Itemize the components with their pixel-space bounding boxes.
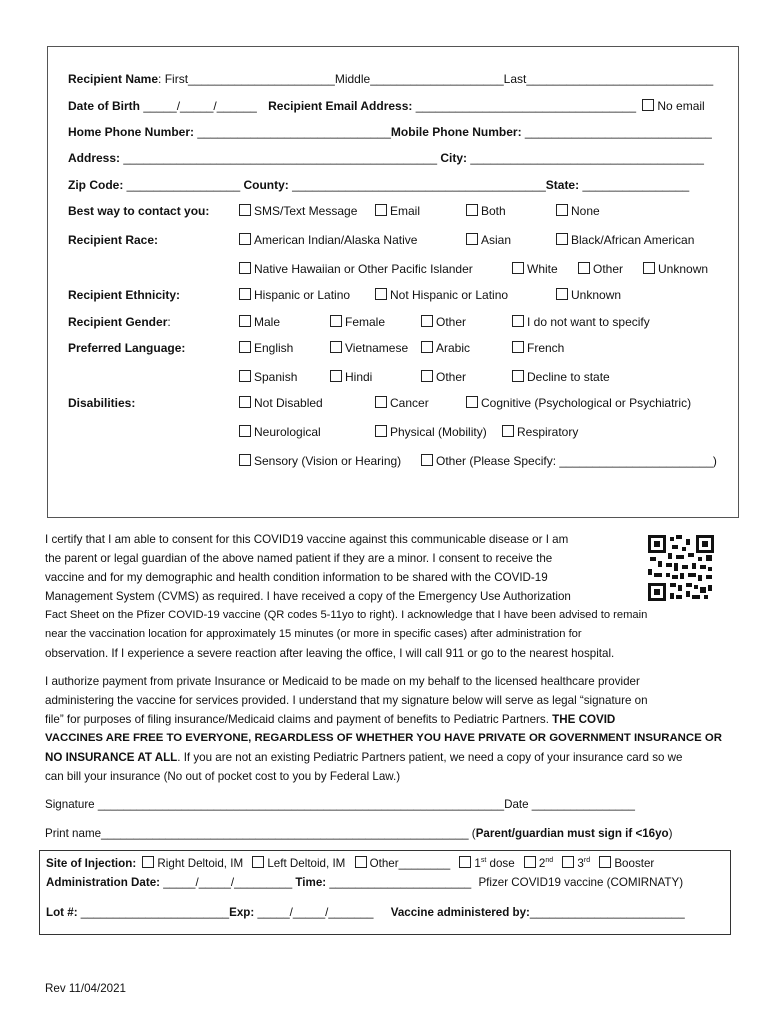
print-name-field[interactable]: Print name_________________________________________________________ (	[45, 827, 476, 840]
consent-line: observation. If I experience a severe reaction after leaving the office, I will call 911 or go to the nearest hospital.	[45, 647, 615, 660]
admin-date-row	[46, 876, 683, 889]
language-option[interactable]	[512, 341, 564, 355]
language-option-label: Spanish	[254, 370, 298, 384]
payment-line	[45, 713, 615, 726]
race-option[interactable]	[239, 233, 417, 247]
disability-option[interactable]	[375, 396, 429, 410]
gender-option[interactable]	[421, 315, 466, 329]
gender-option[interactable]	[512, 315, 650, 329]
disability-option-label: Neurological	[254, 425, 321, 439]
ethnicity-option[interactable]	[556, 288, 621, 302]
language-checkbox[interactable]	[239, 341, 251, 353]
mobile-phone-field[interactable]: ____________________________	[524, 125, 712, 139]
time-label: Time:	[295, 876, 327, 889]
dose3-sup: rd	[583, 857, 591, 865]
ethnicity-label: Recipient Ethnicity:	[68, 288, 181, 302]
ethnicity-option[interactable]	[239, 288, 350, 302]
disability-option-label: Respiratory	[517, 425, 579, 439]
race-label: Recipient Race:	[68, 233, 159, 247]
language-option-label: French	[527, 341, 565, 355]
language-option-label: Arabic	[436, 341, 471, 355]
gender-option-label: Other	[436, 315, 467, 329]
race-option-label: American Indian/Alaska Native	[254, 233, 418, 247]
disability-option-label: Physical (Mobility)	[390, 425, 487, 439]
dose1-label: 1	[474, 857, 481, 870]
payment-bold-text: THE COVID	[552, 713, 616, 726]
administered-by-label: Vaccine administered by:	[390, 906, 530, 919]
county-field[interactable]: ______________________________________	[292, 178, 546, 192]
zip-row	[68, 178, 689, 192]
address-row	[68, 151, 704, 165]
language-checkbox[interactable]	[421, 341, 433, 353]
time-field[interactable]: ______________________	[326, 876, 472, 889]
home-phone-label: Home Phone Number:	[68, 125, 195, 139]
race-option[interactable]	[466, 233, 511, 247]
contact-both-checkbox[interactable]	[466, 204, 478, 216]
disability-checkbox[interactable]	[466, 396, 478, 408]
language-option-label: Decline to state	[527, 370, 610, 384]
gender-checkbox[interactable]	[239, 315, 251, 327]
language-option-label: Hindi	[345, 370, 373, 384]
language-option[interactable]	[330, 370, 372, 384]
ethnicity-option[interactable]	[375, 288, 508, 302]
consent-line: Fact Sheet on the Pfizer COVID-19 vaccine (QR codes 5-11yo to right). I acknowledge that I have been advised to remain	[45, 609, 648, 621]
ethnicity-option-label: Unknown	[571, 288, 622, 302]
print-name-line[interactable]	[45, 827, 673, 840]
race-option-label: Black/African American	[571, 233, 695, 247]
ethnicity-option-label: Not Hispanic or Latino	[390, 288, 509, 302]
payment-text: . If you are not an existing Pediatric Partners patient, we need a copy of your insurance card so we	[177, 751, 683, 764]
disability-option-label: Other (Please Specify: _______________________)	[436, 454, 717, 468]
disability-checkbox[interactable]	[239, 396, 251, 408]
contact-option-label: None	[571, 204, 600, 218]
race-checkbox[interactable]	[239, 233, 251, 245]
right-deltoid-label: Right Deltoid, IM	[157, 857, 244, 870]
dob-label: Date of Birth	[68, 99, 140, 113]
disability-option-label: Cognitive (Psychological or Psychiatric)	[481, 396, 692, 410]
consent-line: near the vaccination location for approximately 15 minutes (or more in specific cases) after administration for	[45, 628, 582, 640]
gender-option-label: Male	[254, 315, 281, 329]
gender-checkbox[interactable]	[421, 315, 433, 327]
administered-by-field[interactable]: ________________________	[529, 906, 685, 919]
dose1-text: dose	[486, 857, 515, 870]
print-name-close: )	[668, 827, 673, 840]
race-checkbox[interactable]	[643, 262, 655, 274]
site-label: Site of Injection:	[46, 857, 137, 870]
no-email-checkbox[interactable]	[642, 99, 654, 111]
gender-label-wrap: Recipient Gender:	[68, 315, 171, 329]
disability-option-label: Cancer	[390, 396, 429, 410]
gender-checkbox[interactable]	[512, 315, 524, 327]
dob-field[interactable]: _____/_____/______	[143, 99, 257, 113]
language-checkbox[interactable]	[330, 341, 342, 353]
state-label: State:	[545, 178, 580, 192]
injection-site-row	[46, 856, 654, 870]
language-option[interactable]	[512, 370, 610, 384]
qr-code-icon[interactable]	[648, 535, 714, 601]
race-option-label: Unknown	[658, 262, 709, 276]
admin-date-field[interactable]: _____/_____/_________	[160, 876, 296, 889]
race-checkbox[interactable]	[556, 233, 568, 245]
ethnicity-option-label: Hispanic or Latino	[254, 288, 351, 302]
email-label: Recipient Email Address:	[268, 99, 413, 113]
gender-label: Recipient Gender	[68, 315, 168, 329]
disability-checkbox[interactable]	[502, 425, 514, 437]
contact-option-label: Both	[481, 204, 506, 218]
payment-line: can bill your insurance (No out of pocket cost to you by Federal Law.)	[45, 770, 401, 783]
language-checkbox[interactable]	[512, 370, 524, 382]
contact-option[interactable]	[556, 204, 600, 218]
lot-field[interactable]: _______________________	[77, 906, 230, 919]
race-option[interactable]	[512, 262, 558, 276]
print-name-note: Parent/guardian must sign if <16yo	[475, 827, 669, 840]
consent-line: I certify that I am able to consent for this COVID19 vaccine against this communicable disease or I am	[45, 533, 569, 546]
right-deltoid-checkbox[interactable]	[142, 856, 154, 868]
dose2-label: 2	[538, 857, 546, 870]
race-option[interactable]	[556, 233, 694, 247]
contact-sms-checkbox[interactable]	[239, 204, 251, 216]
language-option[interactable]	[330, 341, 408, 355]
ethnicity-checkbox[interactable]	[239, 288, 251, 300]
disability-option-label: Not Disabled	[254, 396, 323, 410]
dose3-label: 3	[577, 857, 584, 870]
disability-checkbox[interactable]	[239, 454, 251, 466]
language-checkbox[interactable]	[330, 370, 342, 382]
disability-option[interactable]	[239, 425, 321, 439]
disability-option[interactable]	[502, 425, 578, 439]
city-field[interactable]: ___________________________________	[470, 151, 704, 165]
disability-checkbox[interactable]	[239, 425, 251, 437]
language-option-label: Vietnamese	[345, 341, 409, 355]
disability-option[interactable]	[421, 454, 717, 468]
left-deltoid-label: Left Deltoid, IM	[267, 857, 346, 870]
language-option[interactable]	[421, 341, 470, 355]
race-checkbox[interactable]	[512, 262, 524, 274]
exp-field[interactable]: _____/_____/_______	[254, 906, 374, 919]
lot-row	[46, 906, 685, 919]
language-checkbox[interactable]	[512, 341, 524, 353]
address-field[interactable]: _______________________________________________	[123, 151, 438, 165]
race-option-label: Asian	[481, 233, 512, 247]
contact-option[interactable]	[375, 204, 420, 218]
language-option-label: Other	[436, 370, 467, 384]
email-field[interactable]: _________________________________	[415, 99, 636, 113]
recipient-name-label: Recipient Name	[68, 72, 159, 86]
revision-date: Rev 11/04/2021	[45, 982, 127, 995]
ethnicity-checkbox[interactable]	[375, 288, 387, 300]
phone-row	[68, 125, 712, 139]
city-label: City:	[440, 151, 468, 165]
demographics-section	[47, 46, 739, 518]
exp-label: Exp:	[229, 906, 255, 919]
race-checkbox[interactable]	[578, 262, 590, 274]
payment-bold-line: VACCINES ARE FREE TO EVERYONE, REGARDLESS OF WHETHER YOU HAVE PRIVATE OR GOVERNMENT INSURANCE OR	[45, 732, 722, 744]
county-label: County:	[243, 178, 289, 192]
contact-option-label: SMS/Text Message	[254, 204, 358, 218]
disability-option[interactable]	[239, 396, 323, 410]
consent-line: vaccine and for my demographic and health condition information to be shared with the COVID-19	[45, 571, 548, 584]
home-phone-field[interactable]: _____________________________	[197, 125, 391, 139]
race-option[interactable]	[239, 262, 473, 276]
race-checkbox[interactable]	[239, 262, 251, 274]
left-deltoid-checkbox[interactable]	[252, 856, 264, 868]
contact-option[interactable]	[466, 204, 506, 218]
consent-line: the parent or legal guardian of the above named patient if they are a minor. I consent to receive the	[45, 552, 553, 565]
payment-line: administering the vaccine for services provided. I understand that my signature below will serve as legal “signature on	[45, 694, 648, 707]
disability-option-label: Sensory (Vision or Hearing)	[254, 454, 402, 468]
payment-bold-text: NO INSURANCE AT ALL	[45, 751, 178, 764]
signature-line[interactable]: Signature _______________________________________________________________Date ________________	[45, 798, 635, 811]
race-option-label: Native Hawaiian or Other Pacific Islander	[254, 262, 473, 276]
disability-checkbox[interactable]	[375, 396, 387, 408]
contact-none-checkbox[interactable]	[556, 204, 568, 216]
disability-option[interactable]	[375, 425, 487, 439]
site-other-checkbox[interactable]	[355, 856, 367, 868]
language-option[interactable]	[421, 370, 466, 384]
race-checkbox[interactable]	[466, 233, 478, 245]
language-checkbox[interactable]	[239, 370, 251, 382]
dose2-sup: nd	[545, 857, 554, 865]
recipient-name-fields[interactable]: : First______________________Middle____________________Last____________________________	[158, 72, 714, 86]
site-other-label[interactable]: Other________	[369, 857, 451, 870]
dose1-checkbox[interactable]	[459, 856, 471, 868]
booster-checkbox[interactable]	[599, 856, 611, 868]
state-field[interactable]: ________________	[582, 178, 690, 192]
disability-option[interactable]	[466, 396, 691, 410]
disability-option[interactable]	[239, 454, 401, 468]
ethnicity-checkbox[interactable]	[556, 288, 568, 300]
payment-line: I authorize payment from private Insurance or Medicaid to be made on my behalf to the licensed healthcare provider	[45, 675, 640, 688]
payment-line	[45, 751, 683, 764]
race-option[interactable]	[578, 262, 623, 276]
language-label: Preferred Language:	[68, 341, 186, 355]
address-label: Address:	[68, 151, 121, 165]
consent-line: Management System (CVMS) as required. I have received a copy of the Emergency Use Authorization	[45, 590, 571, 603]
gender-option-label: I do not want to specify	[527, 315, 650, 329]
contact-label: Best way to contact you:	[68, 204, 210, 218]
vaccine-name: Pfizer COVID19 vaccine (COMIRNATY)	[478, 876, 684, 889]
no-email-label: No email	[657, 99, 705, 113]
zip-field[interactable]: _________________	[126, 178, 241, 192]
language-option-label: English	[254, 341, 294, 355]
race-option-label: Other	[593, 262, 624, 276]
mobile-phone-label: Mobile Phone Number:	[390, 125, 522, 139]
contact-email-checkbox[interactable]	[375, 204, 387, 216]
dose2-checkbox[interactable]	[524, 856, 536, 868]
dose1-sup: st	[480, 857, 487, 865]
disability-checkbox[interactable]	[421, 454, 433, 466]
dose3-checkbox[interactable]	[562, 856, 574, 868]
gender-option[interactable]	[239, 315, 280, 329]
gender-option[interactable]	[330, 315, 385, 329]
lot-label: Lot #:	[46, 906, 78, 919]
admin-date-label: Administration Date:	[46, 876, 161, 889]
contact-option-label: Email	[390, 204, 421, 218]
contact-option[interactable]	[239, 204, 357, 218]
gender-checkbox[interactable]	[330, 315, 342, 327]
language-option[interactable]	[239, 370, 297, 384]
booster-label: Booster	[614, 857, 655, 870]
payment-text: file” for purposes of filing insurance/Medicaid claims and payment of benefits to Pediatric Partners.	[45, 713, 553, 726]
zip-label: Zip Code:	[68, 178, 124, 192]
gender-option-label: Female	[345, 315, 386, 329]
race-option[interactable]	[643, 262, 708, 276]
language-checkbox[interactable]	[421, 370, 433, 382]
disability-checkbox[interactable]	[375, 425, 387, 437]
race-option-label: White	[527, 262, 558, 276]
language-option[interactable]	[239, 341, 293, 355]
dob-email-row	[68, 99, 705, 113]
disabilities-label: Disabilities:	[68, 396, 136, 410]
recipient-name-row[interactable]	[68, 72, 713, 86]
